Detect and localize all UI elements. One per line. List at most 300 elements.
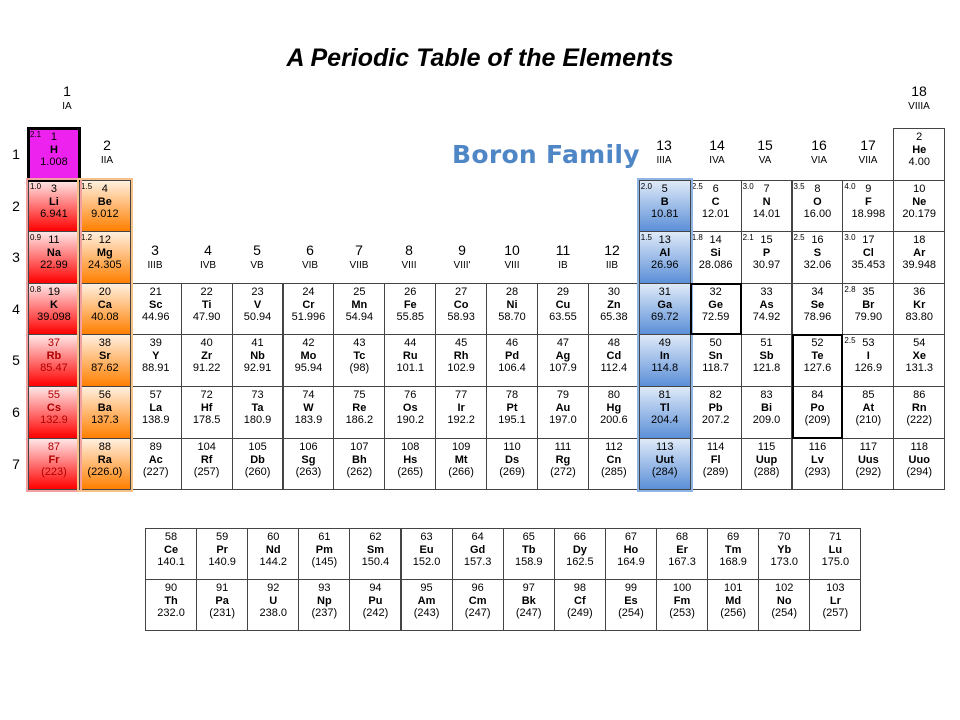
electronegativity: 0.8 bbox=[30, 284, 42, 294]
element-cell-cl bbox=[842, 231, 894, 284]
group-number: 12 bbox=[604, 242, 620, 258]
atomic-mass: (285) bbox=[600, 465, 627, 478]
element-symbol: Cs bbox=[46, 402, 61, 414]
atomic-number: 82 bbox=[709, 389, 722, 401]
element-symbol: Zn bbox=[607, 298, 621, 311]
element-cell-cn bbox=[588, 438, 640, 491]
atomic-number: 58 bbox=[164, 531, 178, 543]
element-symbol: Tl bbox=[659, 402, 670, 414]
atomic-number: 74 bbox=[302, 389, 315, 401]
element-cell-cm bbox=[452, 579, 504, 631]
atomic-number: 46 bbox=[505, 337, 519, 350]
atomic-number: 42 bbox=[302, 337, 315, 350]
group-number: 8 bbox=[405, 242, 413, 258]
element-symbol: Tm bbox=[724, 544, 742, 556]
atomic-mass: (272) bbox=[550, 465, 576, 478]
atomic-mass: 162.5 bbox=[566, 556, 594, 568]
atomic-number: 71 bbox=[829, 531, 842, 543]
element-symbol: W bbox=[303, 402, 314, 414]
element-cell-uut bbox=[639, 438, 691, 491]
element-symbol: Au bbox=[555, 402, 571, 414]
element-symbol: O bbox=[813, 195, 822, 208]
element-symbol: Pr bbox=[216, 544, 228, 556]
element-cell-gd bbox=[452, 528, 504, 580]
element-symbol: Y bbox=[152, 350, 160, 363]
period-label: 3 bbox=[12, 249, 20, 266]
atomic-mass: 178.5 bbox=[192, 414, 221, 426]
atomic-number: 60 bbox=[267, 531, 280, 543]
atomic-number: 25 bbox=[353, 285, 366, 298]
element-cell-pu bbox=[349, 579, 401, 631]
atomic-mass: 44.96 bbox=[141, 310, 170, 323]
atomic-mass: 4.00 bbox=[908, 156, 930, 168]
group-roman: VIII' bbox=[453, 260, 471, 271]
atomic-number: 51 bbox=[760, 337, 773, 350]
element-cell-dy bbox=[554, 528, 606, 580]
atomic-number: 8 bbox=[814, 182, 821, 195]
electronegativity: 0.9 bbox=[30, 233, 42, 243]
element-cell-xe bbox=[893, 334, 945, 387]
element-symbol: Tc bbox=[353, 350, 366, 363]
atomic-mass: (231) bbox=[209, 607, 235, 619]
element-symbol: Fe bbox=[403, 298, 417, 311]
atomic-number: 87 bbox=[47, 440, 61, 453]
element-symbol: Uut bbox=[655, 453, 674, 466]
group-label bbox=[42, 84, 92, 114]
element-symbol: Eu bbox=[419, 544, 434, 556]
element-cell-ga bbox=[639, 283, 691, 336]
group-label bbox=[437, 243, 487, 273]
atomic-number: 68 bbox=[675, 531, 689, 543]
group-roman: VIIB bbox=[349, 260, 369, 271]
period-label: 7 bbox=[12, 455, 20, 472]
atomic-mass: 40.08 bbox=[91, 310, 119, 323]
element-symbol: Rb bbox=[46, 350, 62, 363]
atomic-number: 18 bbox=[913, 234, 926, 247]
element-cell-c bbox=[690, 180, 742, 233]
element-cell-ho bbox=[605, 528, 657, 580]
atomic-number: 90 bbox=[164, 582, 178, 594]
group-label bbox=[130, 243, 180, 273]
atomic-number: 14 bbox=[709, 234, 722, 247]
atomic-number: 61 bbox=[318, 531, 331, 543]
atomic-mass: 190.2 bbox=[396, 414, 424, 426]
element-symbol: Ac bbox=[148, 453, 163, 466]
element-cell-ce bbox=[145, 528, 197, 580]
element-cell-bk bbox=[503, 579, 555, 631]
element-symbol: Si bbox=[710, 247, 721, 260]
group-number: 5 bbox=[253, 242, 261, 258]
element-cell-tl bbox=[639, 386, 691, 439]
element-symbol: Pu bbox=[368, 595, 383, 607]
atomic-number: 9 bbox=[865, 182, 872, 195]
atomic-mass: 24.305 bbox=[88, 259, 122, 272]
electronegativity: 1.0 bbox=[30, 181, 42, 191]
atomic-number: 28 bbox=[505, 285, 519, 298]
atomic-mass: (254) bbox=[618, 607, 644, 619]
element-symbol: Sn bbox=[708, 350, 723, 363]
atomic-mass: 50.94 bbox=[243, 310, 272, 323]
element-cell-pt bbox=[486, 386, 538, 439]
atomic-number: 22 bbox=[200, 285, 213, 298]
element-cell-la bbox=[130, 386, 182, 439]
element-cell-f bbox=[842, 180, 894, 233]
element-symbol: U bbox=[269, 595, 278, 607]
atomic-mass: (145) bbox=[311, 556, 338, 568]
element-cell-np bbox=[298, 579, 350, 631]
element-cell-mt bbox=[435, 438, 487, 491]
element-cell-re bbox=[333, 386, 385, 439]
atomic-mass: 83.80 bbox=[905, 310, 933, 323]
atomic-number: 98 bbox=[573, 582, 586, 594]
element-cell-ba bbox=[79, 386, 131, 439]
atomic-number: 5 bbox=[661, 182, 668, 195]
atomic-number: 116 bbox=[808, 440, 827, 453]
group-number: 7 bbox=[355, 242, 363, 258]
element-symbol: Es bbox=[624, 595, 638, 607]
element-symbol: Md bbox=[725, 595, 742, 607]
group-roman: IVA bbox=[709, 155, 725, 166]
atomic-mass: (262) bbox=[346, 465, 373, 478]
element-cell-es bbox=[605, 579, 657, 631]
atomic-number: 105 bbox=[248, 440, 267, 453]
element-cell-b bbox=[639, 180, 691, 233]
element-cell-pa bbox=[196, 579, 248, 631]
electronegativity: 1.5 bbox=[80, 181, 93, 191]
group-roman: IIIB bbox=[147, 260, 163, 271]
element-symbol: Dy bbox=[572, 544, 587, 556]
atomic-mass: 51.996 bbox=[291, 310, 326, 323]
electronegativity: 1.2 bbox=[80, 233, 93, 243]
element-cell-ac bbox=[130, 438, 182, 491]
element-cell-sg bbox=[283, 438, 335, 491]
highlight-label: Boron Family bbox=[452, 140, 640, 169]
element-symbol: Pt bbox=[506, 402, 518, 414]
atomic-mass: 12.01 bbox=[701, 207, 730, 220]
atomic-mass: (284) bbox=[651, 465, 678, 478]
element-cell-ru bbox=[384, 334, 436, 387]
element-cell-ds bbox=[486, 438, 538, 491]
atomic-mass: 95.94 bbox=[294, 362, 323, 375]
atomic-number: 43 bbox=[353, 337, 366, 350]
element-cell-o bbox=[792, 180, 844, 233]
element-symbol: La bbox=[149, 402, 163, 414]
atomic-number: 76 bbox=[404, 389, 417, 401]
element-cell-yb bbox=[758, 528, 810, 580]
atomic-mass: 106.4 bbox=[498, 362, 526, 375]
element-cell-br bbox=[842, 283, 894, 336]
element-symbol: Ga bbox=[657, 298, 673, 311]
group-label bbox=[334, 243, 384, 273]
atomic-mass: 173.0 bbox=[770, 556, 798, 568]
atomic-number: 24 bbox=[302, 285, 315, 298]
atomic-number: 1 bbox=[50, 131, 57, 143]
element-symbol: Mo bbox=[300, 350, 317, 363]
element-symbol: Zr bbox=[201, 350, 213, 363]
element-cell-fr bbox=[28, 438, 80, 491]
element-symbol: Nd bbox=[265, 544, 281, 556]
element-symbol: Ho bbox=[623, 544, 639, 556]
atomic-mass: 121.8 bbox=[752, 362, 781, 375]
atomic-mass: 79.90 bbox=[854, 310, 883, 323]
element-symbol: C bbox=[711, 195, 720, 208]
element-symbol: Ni bbox=[506, 298, 518, 311]
electronegativity: 2.8 bbox=[844, 284, 856, 294]
element-cell-be bbox=[79, 180, 131, 233]
atomic-mass: 126.9 bbox=[854, 362, 883, 375]
atomic-mass: 204.4 bbox=[650, 414, 679, 426]
atomic-number: 44 bbox=[404, 337, 417, 350]
element-symbol: Cn bbox=[606, 453, 622, 466]
atomic-mass: 140.1 bbox=[157, 556, 185, 568]
element-cell-ir bbox=[435, 386, 487, 439]
atomic-number: 66 bbox=[573, 531, 586, 543]
group-number: 1 bbox=[63, 83, 71, 99]
element-cell-fe bbox=[384, 283, 436, 336]
atomic-number: 95 bbox=[420, 582, 433, 594]
atomic-mass: 114.8 bbox=[651, 362, 679, 375]
group-roman: VB bbox=[250, 260, 264, 271]
group-roman: IIIA bbox=[656, 155, 672, 166]
atomic-number: 77 bbox=[455, 389, 468, 401]
element-cell-md bbox=[707, 579, 759, 631]
atomic-number: 15 bbox=[760, 234, 773, 247]
atomic-number: 41 bbox=[251, 337, 264, 350]
element-cell-th bbox=[145, 579, 197, 631]
atomic-mass: 69.72 bbox=[650, 310, 679, 323]
element-cell-ta bbox=[232, 386, 284, 439]
element-cell-sb bbox=[741, 334, 793, 387]
atomic-mass: 85.47 bbox=[40, 362, 68, 375]
atomic-mass: (257) bbox=[193, 465, 220, 478]
element-cell-u bbox=[247, 579, 299, 631]
element-symbol: Bk bbox=[521, 595, 536, 607]
atomic-mass: 32.06 bbox=[803, 259, 832, 272]
atomic-mass: 175.0 bbox=[821, 556, 850, 568]
atomic-mass: (243) bbox=[413, 607, 440, 619]
element-symbol: Gd bbox=[470, 544, 486, 556]
element-cell-se bbox=[792, 283, 844, 336]
element-symbol: Yb bbox=[777, 544, 792, 556]
element-symbol: Pd bbox=[505, 350, 520, 363]
atomic-number: 12 bbox=[98, 234, 111, 247]
element-cell-cu bbox=[537, 283, 589, 336]
atomic-number: 39 bbox=[149, 337, 162, 350]
element-symbol: Pa bbox=[215, 595, 229, 607]
element-symbol: Rg bbox=[555, 453, 571, 466]
atomic-number: 54 bbox=[913, 337, 926, 350]
atomic-number: 57 bbox=[149, 389, 162, 401]
atomic-mass: 58.93 bbox=[447, 310, 475, 323]
atomic-number: 26 bbox=[404, 285, 417, 298]
atomic-mass: (98) bbox=[349, 362, 370, 375]
atomic-number: 101 bbox=[723, 582, 743, 594]
element-symbol: Rn bbox=[911, 402, 927, 414]
element-cell-uuo bbox=[893, 438, 945, 491]
element-symbol: Ag bbox=[555, 350, 571, 363]
atomic-mass: 35.453 bbox=[851, 259, 886, 272]
atomic-mass: 131.3 bbox=[905, 362, 933, 375]
electronegativity: 2.0 bbox=[640, 181, 652, 191]
atomic-number: 81 bbox=[658, 389, 671, 401]
atomic-number: 27 bbox=[455, 285, 468, 298]
element-cell-am bbox=[401, 579, 453, 631]
atomic-number: 94 bbox=[369, 582, 382, 594]
group-label bbox=[487, 243, 537, 273]
electronegativity: 3.0 bbox=[742, 181, 754, 191]
atomic-number: 55 bbox=[47, 389, 61, 401]
atomic-mass: 232.0 bbox=[157, 607, 185, 619]
element-symbol: Db bbox=[250, 453, 265, 466]
element-symbol: Na bbox=[46, 247, 61, 260]
atomic-number: 29 bbox=[556, 285, 570, 298]
atomic-mass: 78.96 bbox=[803, 310, 832, 323]
atomic-number: 30 bbox=[607, 285, 620, 298]
group-label bbox=[639, 138, 689, 168]
atomic-mass: (223) bbox=[41, 465, 67, 478]
element-cell-pd bbox=[486, 334, 538, 387]
atomic-number: 10 bbox=[913, 182, 926, 195]
element-symbol: Sg bbox=[301, 453, 316, 466]
element-cell-lv bbox=[792, 438, 844, 491]
element-cell-hf bbox=[181, 386, 233, 439]
element-cell-nb bbox=[232, 334, 284, 387]
element-cell-na bbox=[28, 231, 80, 284]
element-symbol: Uuo bbox=[908, 453, 930, 466]
atomic-number: 13 bbox=[658, 234, 671, 247]
atomic-number: 97 bbox=[522, 582, 535, 594]
element-symbol: He bbox=[912, 144, 927, 156]
element-cell-ag bbox=[537, 334, 589, 387]
atomic-number: 16 bbox=[811, 234, 824, 247]
element-symbol: Cd bbox=[606, 350, 622, 363]
atomic-mass: 180.9 bbox=[243, 414, 272, 426]
atomic-mass: (292) bbox=[855, 465, 882, 478]
atomic-number: 99 bbox=[624, 582, 638, 594]
atomic-number: 104 bbox=[197, 440, 216, 453]
group-label bbox=[538, 243, 588, 273]
group-number: 4 bbox=[204, 242, 212, 258]
atomic-mass: 30.97 bbox=[752, 259, 781, 272]
element-symbol: Th bbox=[164, 595, 178, 607]
atomic-mass: 18.998 bbox=[851, 207, 886, 220]
element-symbol: Be bbox=[97, 195, 112, 208]
element-cell-cd bbox=[588, 334, 640, 387]
atomic-mass: 9.012 bbox=[91, 207, 119, 220]
element-cell-k bbox=[28, 283, 80, 336]
atomic-mass: 112.4 bbox=[600, 362, 628, 375]
element-cell-pm bbox=[298, 528, 350, 580]
element-cell-ge bbox=[690, 283, 742, 336]
element-cell-au bbox=[537, 386, 589, 439]
atomic-number: 107 bbox=[350, 440, 369, 453]
atomic-number: 59 bbox=[216, 531, 229, 543]
group-label bbox=[82, 138, 132, 168]
element-cell-hg bbox=[588, 386, 640, 439]
atomic-number: 92 bbox=[267, 582, 280, 594]
element-cell-mo bbox=[283, 334, 335, 387]
element-cell-co bbox=[435, 283, 487, 336]
element-symbol: F bbox=[864, 195, 872, 208]
atomic-number: 102 bbox=[775, 582, 794, 594]
atomic-mass: (242) bbox=[362, 607, 389, 619]
group-roman: VA bbox=[758, 155, 772, 166]
atomic-number: 75 bbox=[353, 389, 366, 401]
group-number: 13 bbox=[656, 137, 672, 153]
element-symbol: Hs bbox=[403, 453, 418, 466]
element-symbol: Ir bbox=[457, 402, 465, 414]
element-symbol: S bbox=[813, 247, 822, 260]
atomic-number: 110 bbox=[503, 440, 521, 453]
atomic-mass: 144.2 bbox=[259, 556, 287, 568]
group-number: 15 bbox=[757, 137, 773, 153]
atomic-mass: (209) bbox=[804, 414, 831, 426]
atomic-mass: 101.1 bbox=[396, 362, 424, 375]
element-symbol: Bh bbox=[352, 453, 367, 466]
element-symbol: Co bbox=[453, 298, 469, 311]
element-symbol: Np bbox=[317, 595, 332, 607]
atomic-mass: (288) bbox=[753, 465, 780, 478]
atomic-number: 53 bbox=[862, 337, 875, 350]
element-cell-zn bbox=[588, 283, 640, 336]
atomic-mass: (257) bbox=[822, 607, 849, 619]
element-cell-ne bbox=[893, 180, 945, 233]
atomic-mass: 183.9 bbox=[294, 414, 323, 426]
atomic-mass: 192.2 bbox=[447, 414, 475, 426]
element-symbol: Ne bbox=[912, 195, 927, 208]
atomic-mass: 138.9 bbox=[141, 414, 170, 426]
period-label: 6 bbox=[12, 404, 20, 420]
element-symbol: Ar bbox=[913, 247, 926, 260]
atomic-number: 106 bbox=[299, 440, 318, 453]
electronegativity: 2.5 bbox=[691, 181, 703, 191]
atomic-number: 6 bbox=[712, 182, 719, 195]
element-symbol: Hg bbox=[606, 402, 622, 414]
element-cell-n bbox=[741, 180, 793, 233]
element-symbol: Fr bbox=[48, 453, 60, 466]
atomic-number: 114 bbox=[706, 440, 725, 453]
element-cell-ca bbox=[79, 283, 131, 336]
element-symbol: Re bbox=[352, 402, 367, 414]
atomic-mass: 207.2 bbox=[701, 414, 730, 426]
atomic-number: 73 bbox=[251, 389, 264, 401]
group-label bbox=[843, 138, 893, 168]
element-cell-fm bbox=[656, 579, 708, 631]
atomic-mass: 209.0 bbox=[752, 414, 781, 426]
atomic-mass: (289) bbox=[702, 465, 729, 478]
atomic-number: 20 bbox=[98, 285, 111, 298]
atomic-number: 80 bbox=[607, 389, 620, 401]
atomic-number: 32 bbox=[709, 285, 722, 298]
atomic-mass: (253) bbox=[669, 607, 695, 619]
period-label: 1 bbox=[12, 146, 20, 162]
atomic-mass: 14.01 bbox=[752, 207, 781, 220]
atomic-mass: 28.086 bbox=[698, 259, 733, 272]
electronegativity: 4.0 bbox=[844, 181, 856, 191]
atomic-mass: 167.3 bbox=[668, 556, 696, 568]
element-symbol: Br bbox=[862, 298, 875, 311]
element-cell-at bbox=[842, 386, 894, 439]
group-roman: IB bbox=[558, 260, 568, 271]
atomic-number: 115 bbox=[757, 440, 776, 453]
element-cell-sr bbox=[79, 334, 131, 387]
element-cell-s bbox=[792, 231, 844, 284]
group-number: 17 bbox=[860, 137, 876, 153]
atomic-mass: 137.3 bbox=[91, 414, 119, 426]
element-symbol: At bbox=[862, 402, 875, 414]
element-cell-i bbox=[842, 334, 894, 387]
element-symbol: Os bbox=[402, 402, 418, 414]
